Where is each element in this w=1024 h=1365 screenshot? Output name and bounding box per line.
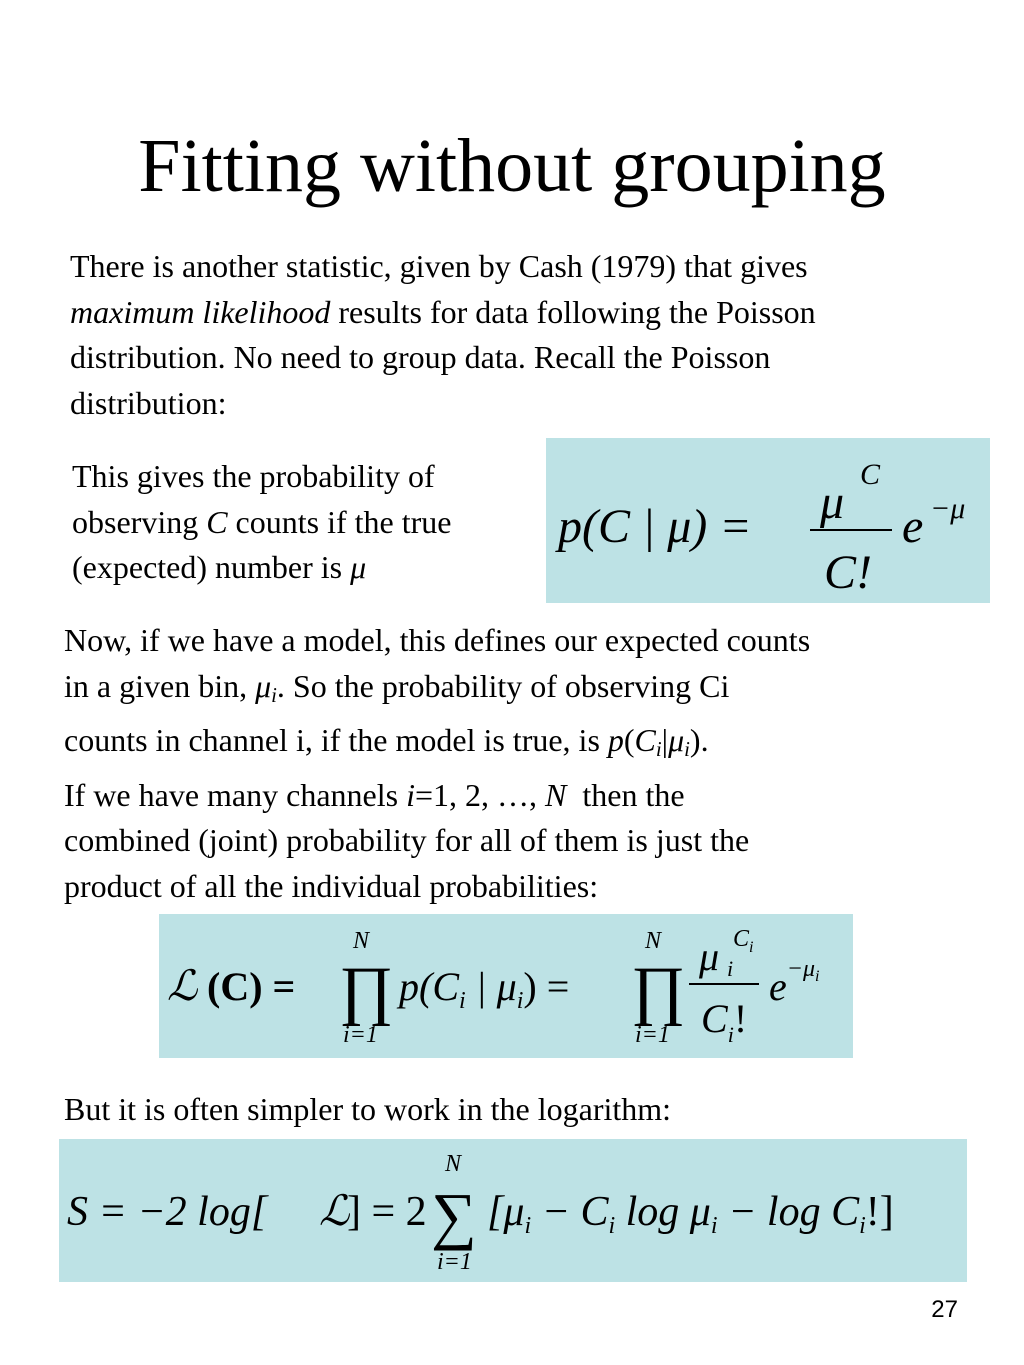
model-text: =1, 2, …, xyxy=(414,776,546,813)
desc-line xyxy=(72,500,451,546)
poisson-equation xyxy=(546,438,990,603)
var-c: C xyxy=(634,722,656,759)
intro-line: There is another statistic, given by Cash (1979) that gives xyxy=(70,248,808,284)
desc-text: counts if the true xyxy=(227,503,452,540)
intro-line: distribution. No need to group data. Recall the Poisson xyxy=(70,339,771,375)
desc-text: observing xyxy=(72,503,207,540)
model-line xyxy=(64,773,810,819)
model-text: If we have many channels xyxy=(64,776,407,813)
subscript: i xyxy=(684,738,690,762)
model-line xyxy=(64,664,810,719)
var-mu: μ xyxy=(350,549,367,585)
eq3-sum-lower: i=1 xyxy=(437,1249,472,1275)
eq2-prod2-upper: N xyxy=(645,928,662,954)
model-line: product of all the individual probabilities: xyxy=(64,867,599,904)
paren: ( xyxy=(623,722,635,759)
page-number: 27 xyxy=(931,1296,958,1323)
model-text: ). xyxy=(689,722,709,759)
var-i: i xyxy=(406,776,415,813)
cash-statistic-box xyxy=(59,1139,967,1282)
eq1-lhs: p(C | μ) = xyxy=(558,500,752,553)
var-mu: μ xyxy=(668,722,685,759)
model-paragraph xyxy=(64,618,810,909)
intro-line-rest: results for data following the Poisson xyxy=(330,293,816,330)
eq2-prod-upper: N xyxy=(353,928,370,954)
eq3-sum-upper: N xyxy=(445,1151,462,1177)
eq3-body: [μi − Ci log μi − log Ci!] xyxy=(487,1189,894,1239)
eq1-num-base: μ xyxy=(820,476,845,529)
var-n: N xyxy=(545,776,567,813)
var-mu: μ xyxy=(255,667,272,704)
intro-line xyxy=(70,290,816,336)
eq3-lhs: S = −2 log[ xyxy=(67,1189,268,1235)
desc-line xyxy=(72,545,451,591)
model-text: counts in channel i, if the model is true, is xyxy=(64,722,608,759)
model-text: in a given bin, xyxy=(64,667,256,704)
likelihood-equation-box xyxy=(159,914,853,1058)
subscript: i xyxy=(655,738,662,762)
eq1-den: C! xyxy=(824,546,872,599)
eq2-prod-symbol: ∏ xyxy=(339,954,394,1027)
emphasis-text: maximum likelihood xyxy=(70,293,331,330)
eq3-script-l: ℒ xyxy=(319,1189,350,1235)
eq3-sum-symbol: ∑ xyxy=(431,1180,477,1251)
eq3-mid: ] = 2 xyxy=(347,1189,427,1235)
intro-paragraph xyxy=(70,244,816,426)
bar: | xyxy=(661,722,669,759)
eq2-den: $C_i$! xyxy=(701,996,748,1047)
model-line xyxy=(64,718,810,773)
model-line: combined (joint) probability for all of them is just the xyxy=(64,822,750,859)
var-c: C xyxy=(206,503,228,540)
eq1-num-exp: C xyxy=(860,458,881,491)
desc-line: This gives the probability of xyxy=(72,458,435,494)
cash-statistic-equation xyxy=(59,1139,967,1282)
slide-title: Fitting without grouping xyxy=(138,124,886,208)
intro-line: distribution: xyxy=(70,384,227,421)
eq2-num: μiCi xyxy=(699,926,754,981)
eq2-bold-c: (C) = xyxy=(207,964,296,1009)
model-text: then the xyxy=(566,776,685,813)
poisson-description xyxy=(72,454,451,591)
var-p: p xyxy=(607,722,624,759)
eq1-e-exp: −μ xyxy=(930,492,966,525)
eq2-e: $e^{-\mu}i$ xyxy=(769,956,820,1009)
eq2-prod2-symbol: ∏ xyxy=(631,954,686,1027)
eq2-prod-lower: i=1 xyxy=(343,1022,378,1048)
log-intro: But it is often simpler to work in the logarithm: xyxy=(64,1091,672,1127)
likelihood-equation xyxy=(159,914,853,1058)
eq2-script-l: ℒ xyxy=(167,964,198,1010)
eq1-e: e xyxy=(902,500,924,553)
model-line: Now, if we have a model, this defines our expected counts xyxy=(64,622,811,658)
model-text: . So the probability of observing Ci xyxy=(276,667,730,704)
desc-text: (expected) number is xyxy=(72,549,351,585)
eq2-prod2-lower: i=1 xyxy=(635,1022,670,1048)
subscript: i xyxy=(271,683,277,707)
poisson-equation-box xyxy=(546,438,990,603)
eq2-term: $p(C_i$ | $\mu_i$) = xyxy=(399,964,570,1014)
